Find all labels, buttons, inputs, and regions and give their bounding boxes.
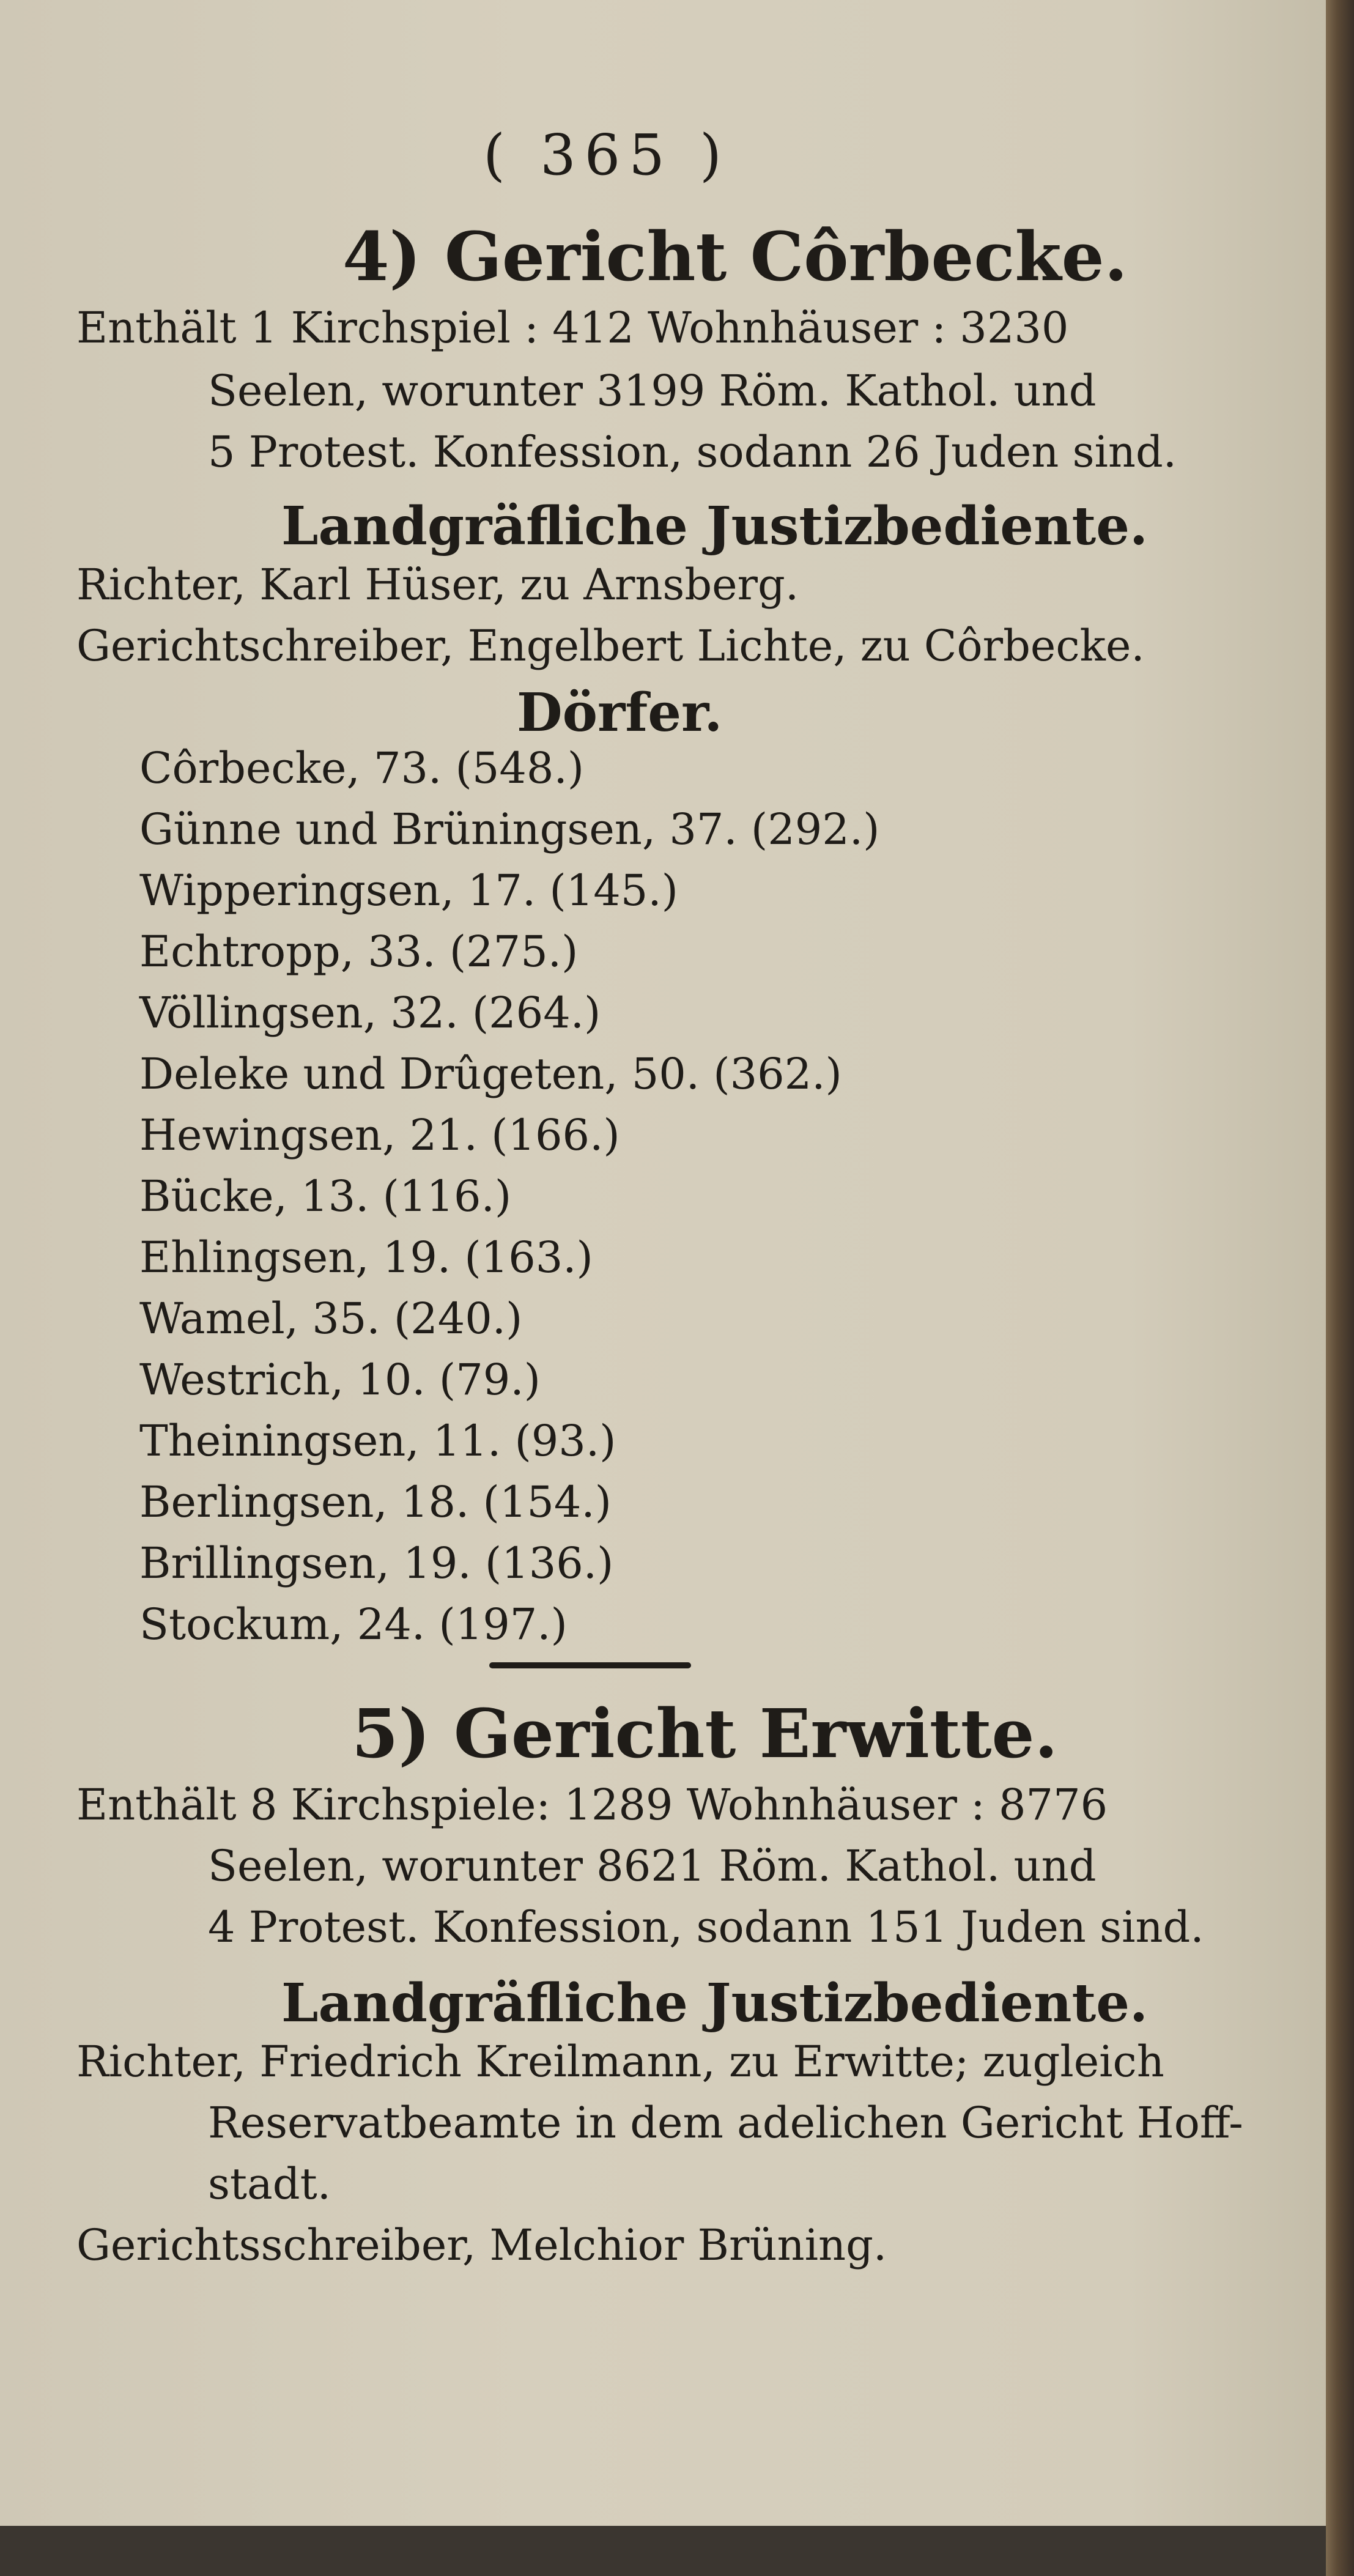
official-entry: Gerichtschreiber, Engelbert Lichte, zu Côrbecke. — [76, 621, 1145, 671]
village-entry: Hewingsen, 21. (166.) — [139, 1110, 620, 1160]
officials-heading: Landgräfliche Justizbediente. — [281, 1972, 1148, 2034]
page-bottom-shadow — [0, 2526, 1326, 2576]
official-entry: Gerichtsschreiber, Melchior Brüning. — [76, 2220, 887, 2270]
summary-line: 5 Protest. Konfession, sodann 26 Juden sind. — [208, 427, 1177, 477]
section-divider — [489, 1662, 691, 1668]
villages-heading: Dörfer. — [517, 682, 723, 744]
summary-line: Seelen, worunter 8621 Röm. Kathol. und — [208, 1841, 1097, 1891]
officials-heading: Landgräfliche Justizbediente. — [281, 495, 1148, 557]
summary-line: Seelen, worunter 3199 Röm. Kathol. und — [208, 366, 1097, 416]
summary-line: Enthält 8 Kirchspiele: 1289 Wohnhäuser : 8776 — [76, 1780, 1108, 1830]
summary-line: 4 Protest. Konfession, sodann 151 Juden sind. — [208, 1902, 1204, 1952]
village-entry: Brillingsen, 19. (136.) — [139, 1538, 614, 1588]
village-entry: Westrich, 10. (79.) — [139, 1355, 541, 1405]
village-entry: Echtropp, 33. (275.) — [139, 927, 579, 977]
section-heading-erwitte: 5) Gericht Erwitte. — [352, 1694, 1058, 1773]
official-entry-continued: Reservatbeamte in dem adelichen Gericht Hoff- — [208, 2098, 1243, 2148]
village-entry: Wipperingsen, 17. (145.) — [139, 865, 678, 916]
official-entry: Richter, Karl Hüser, zu Arnsberg. — [76, 560, 799, 610]
village-entry: Stockum, 24. (197.) — [139, 1599, 568, 1649]
official-entry: Richter, Friedrich Kreilmann, zu Erwitte; zugleich — [76, 2037, 1164, 2087]
official-entry-continued: stadt. — [208, 2159, 331, 2209]
book-binding-edge — [1326, 0, 1354, 2576]
village-entry: Völlingsen, 32. (264.) — [139, 988, 601, 1038]
section-heading-corbecke: 4) Gericht Côrbecke. — [342, 217, 1128, 296]
village-entry: Ehlingsen, 19. (163.) — [139, 1232, 593, 1282]
village-entry: Bücke, 13. (116.) — [139, 1171, 512, 1221]
summary-line: Enthält 1 Kirchspiel : 412 Wohnhäuser : 3230 — [76, 303, 1069, 353]
village-entry: Wamel, 35. (240.) — [139, 1294, 523, 1344]
village-entry: Deleke und Drûgeten, 50. (362.) — [139, 1049, 842, 1099]
village-entry: Côrbecke, 73. (548.) — [139, 743, 585, 793]
village-entry: Günne und Brüningsen, 37. (292.) — [139, 804, 880, 854]
village-entry: Theiningsen, 11. (93.) — [139, 1416, 616, 1466]
village-entry: Berlingsen, 18. (154.) — [139, 1477, 612, 1527]
page-number: ( 365 ) — [483, 122, 730, 188]
